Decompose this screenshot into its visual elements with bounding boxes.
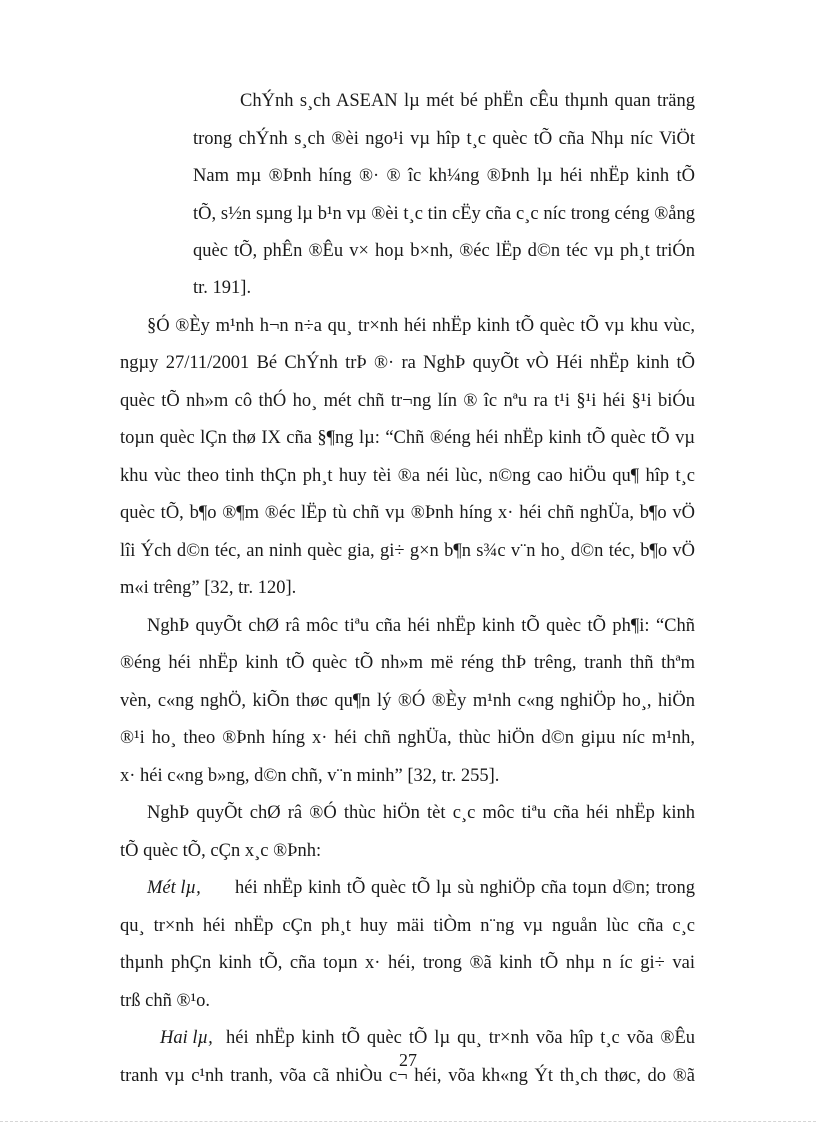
text-line: tr. 191]. [193,278,252,298]
text-line: §Ó ®Èy m¹nh h¬n n÷a qu¸ tr×nh héi nhËp kinh tÕ quèc tÕ vµ khu vùc, [147,316,695,336]
text-line: tranh vµ c¹nh tranh, võa cã nhiÒu c¬ héi, võa kh«ng Ýt th¸ch thøc, do ®ã [120,1066,695,1086]
page-number: 27 [399,1050,417,1070]
page-bottom-rule [0,1121,816,1122]
text-line: thµnh phÇn kinh tÕ, cña toµn x· héi, trong ®ã kinh tÕ nhµ n íc gi÷ vai [120,953,695,973]
text-line: x· héi c«ng b»ng, d©n chñ, v¨n minh” [32, tr. 255]. [120,766,500,786]
text-line: ®¹i ho¸ theo ®Þnh híng x· héi chñ nghÜa, thùc hiÖn d©n giµu níc m¹nh, [120,728,695,748]
text-line: ngµy 27/11/2001 Bé ChÝnh trÞ ®· ra NghÞ quyÕt vÒ Héi nhËp kinh tÕ [120,353,695,373]
text-line: NghÞ quyÕt chØ râ ®Ó thùc hiÖn tèt c¸c môc tiªu cña héi nhËp kinh [147,803,695,823]
text-line: ChÝnh s¸ch ASEAN lµ mét bé phËn cÊu thµnh quan träng [240,91,695,111]
text-line: lîi Ých d©n téc, an ninh quèc gia, gi÷ g×n b¶n s¾c v¨n ho¸ d©n téc, b¶o vÖ [120,541,695,561]
text-line: qu¸ tr×nh héi nhËp cÇn ph¸t huy mäi tiÒm n¨ng vµ nguån lùc cña c¸c [120,916,695,936]
text-line: tÕ, s½n sµng lµ b¹n vµ ®èi t¸c tin cËy cña c¸c níc trong céng ®ång [193,204,695,224]
text-line: ®éng héi nhËp kinh tÕ quèc tÕ nh»m më réng thÞ trêng, tranh thñ thªm [120,653,695,673]
text-line: quèc tÕ, phÊn ®Êu v× hoµ b×nh, ®éc lËp d©n téc vµ ph¸t triÓn [193,241,695,261]
text-line: trß chñ ®¹o. [120,991,210,1011]
enumeration-label: Mét lµ, [147,878,201,898]
text-line: toµn quèc lÇn thø IX cña §¶ng lµ: “Chñ ®éng héi nhËp kinh tÕ quèc tÕ vµ [120,428,695,448]
text-line: héi nhËp kinh tÕ quèc tÕ lµ sù nghiÖp cña toµn d©n; trong [235,878,695,898]
text-line: héi nhËp kinh tÕ quèc tÕ lµ qu¸ tr×nh võa hîp t¸c võa ®Êu [226,1028,695,1048]
text-line: vèn, c«ng nghÖ, kiÕn thøc qu¶n lý ®Ó ®Èy m¹nh c«ng nghiÖp ho¸, hiÖn [120,691,695,711]
enumeration-label: Hai lµ, [160,1028,213,1048]
text-line: tÕ quèc tÕ, cÇn x¸c ®Þnh: [120,841,322,861]
text-line: quèc tÕ, b¶o ®¶m ®éc lËp tù chñ vµ ®Þnh híng x· héi chñ nghÜa, b¶o vÖ [120,503,695,523]
text-line: NghÞ quyÕt chØ râ môc tiªu cña héi nhËp kinh tÕ quèc tÕ ph¶i: “Chñ [147,616,695,636]
text-line: m«i trêng” [32, tr. 120]. [120,578,297,598]
text-line: trong chÝnh s¸ch ®èi ngo¹i vµ hîp t¸c quèc tÕ cña Nhµ níc ViÖt [193,129,695,149]
text-line: khu vùc theo tinh thÇn ph¸t huy tèi ®a néi lùc, n©ng cao hiÖu qu¶ hîp t¸c [120,466,695,486]
text-line: quèc tÕ nh»m cô thÓ ho¸ mét chñ tr¬ng lín ® îc nªu ra t¹i §¹i héi §¹i biÓu [120,391,695,411]
text-line: Nam mµ ®Þnh híng ®· ® îc kh¼ng ®Þnh lµ héi nhËp kinh tÕ [193,166,695,186]
